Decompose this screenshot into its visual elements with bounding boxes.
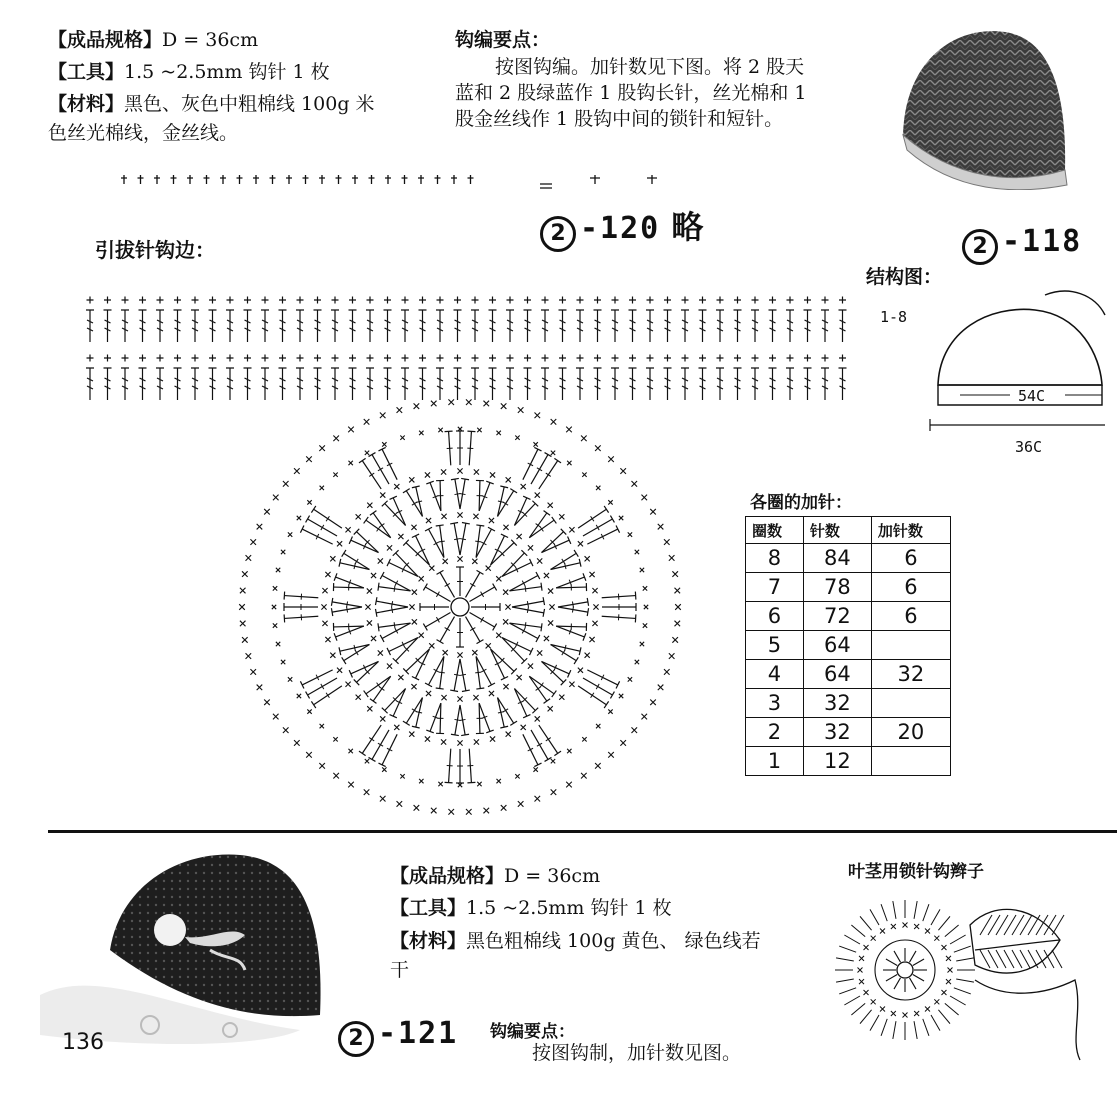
- increase-table: [745, 516, 951, 776]
- circled-number-120: 2: [540, 216, 576, 252]
- bottom-materials: [390, 928, 761, 955]
- section-code-120: [540, 202, 703, 252]
- top-spec-value: D = 36cm: [162, 29, 259, 51]
- bottom-notes-line: 按图钩制，加针数见图。: [532, 1042, 742, 1064]
- cell-stitches: 78: [803, 573, 871, 602]
- top-tools: [48, 59, 330, 86]
- top-materials-line2: 色丝光棉线，金丝线。: [48, 122, 239, 144]
- partial-stitch-row: [120, 172, 670, 194]
- cell-round: 4: [746, 660, 804, 689]
- top-materials: [48, 91, 408, 118]
- header-round: 圈数: [746, 517, 804, 544]
- section-code-118: [962, 224, 1082, 265]
- top-materials-label: 【材料】: [48, 93, 125, 115]
- top-notes-line-3: 股金丝线作 1 股钩中间的锁针和短针。: [455, 108, 784, 130]
- top-tools-value: 1.5 ~2.5mm 钩针 1 枚: [124, 61, 330, 83]
- top-tools-label: 【工具】: [48, 61, 125, 83]
- structure-dim-54: 54C: [1018, 387, 1046, 405]
- cell-stitches: 84: [803, 544, 871, 573]
- increase-table-title: 各圈的加针：: [750, 493, 852, 513]
- cell-round: 3: [746, 689, 804, 718]
- cell-round: 8: [746, 544, 804, 573]
- bottom-materials-line2: 干: [390, 959, 410, 981]
- cell-stitches: 32: [803, 718, 871, 747]
- flower-leaf-chart: [825, 880, 1087, 1065]
- cell-increases: 6: [871, 544, 950, 573]
- cell-stitches: 12: [803, 747, 871, 776]
- table-row: [746, 631, 951, 660]
- code-121-text: -121: [378, 1016, 459, 1051]
- cell-stitches: 64: [803, 660, 871, 689]
- cell-stitches: 72: [803, 602, 871, 631]
- cell-stitches: 32: [803, 689, 871, 718]
- cell-round: 2: [746, 718, 804, 747]
- cell-increases: 6: [871, 602, 950, 631]
- table-row: [746, 718, 951, 747]
- page-number: 136: [62, 1030, 104, 1055]
- cell-round: 6: [746, 602, 804, 631]
- table-row: [746, 573, 951, 602]
- cell-increases: [871, 689, 950, 718]
- top-spec-label: 【成品规格】: [48, 29, 163, 51]
- top-notes-title: 钩编要点：: [455, 29, 551, 51]
- top-spec: [48, 27, 258, 54]
- cell-round: 5: [746, 631, 804, 660]
- bottom-materials-line1: 黑色粗棉线 100g 黄色、 绿色线若: [466, 930, 761, 952]
- bottom-tools-value: 1.5 ~2.5mm 钩针 1 枚: [466, 897, 672, 919]
- flower-title: 叶茎用锁针钩辫子: [848, 862, 984, 882]
- hat-photo-121: [40, 845, 340, 1060]
- bottom-spec-value: D = 36cm: [504, 865, 601, 887]
- header-stitches: 针数: [803, 517, 871, 544]
- structure-diagram: [920, 285, 1110, 460]
- code-120-text: -120: [580, 211, 661, 246]
- bottom-spec-label: 【成品规格】: [390, 865, 505, 887]
- bottom-notes-title: 钩编要点：: [490, 1022, 575, 1042]
- structure-rows-label: 1-8: [880, 308, 908, 326]
- top-materials-line1: 黑色、灰色中粗棉线 100g 米: [124, 93, 375, 115]
- cell-increases: 20: [871, 718, 950, 747]
- edging-stitch-chart: [85, 290, 855, 400]
- section-divider: [48, 830, 1117, 833]
- cell-increases: 32: [871, 660, 950, 689]
- edge-title: 引拔针钩边：: [95, 238, 215, 262]
- cell-round: 1: [746, 747, 804, 776]
- circled-number-118: 2: [962, 229, 998, 265]
- header-increases: 加针数: [871, 517, 950, 544]
- hat-photo-118: [895, 20, 1070, 190]
- cell-stitches: 64: [803, 631, 871, 660]
- structure-title: 结构图：: [866, 266, 943, 288]
- table-row: [746, 544, 951, 573]
- structure-dim-36: 36C: [1015, 438, 1043, 456]
- circled-number-121: 2: [338, 1021, 374, 1057]
- section-code-121: [338, 1016, 458, 1057]
- cell-round: 7: [746, 573, 804, 602]
- top-notes-line-2: 蓝和 2 股绿蓝作 1 股钩长针，丝光棉和 1: [455, 82, 807, 104]
- table-row: [746, 660, 951, 689]
- bottom-tools: [390, 895, 672, 922]
- increase-table-header: [746, 517, 951, 544]
- table-row: [746, 747, 951, 776]
- top-notes-line-1: 按图钩编。加针数见下图。将 2 股天: [495, 56, 805, 78]
- cell-increases: [871, 747, 950, 776]
- bottom-tools-label: 【工具】: [390, 897, 467, 919]
- table-row: [746, 689, 951, 718]
- bottom-spec: [390, 863, 600, 890]
- cell-increases: [871, 631, 950, 660]
- cell-increases: 6: [871, 573, 950, 602]
- code-120-note: 略: [671, 208, 704, 246]
- table-row: [746, 602, 951, 631]
- crown-stitch-chart: [228, 395, 693, 835]
- code-118-text: -118: [1002, 224, 1083, 259]
- bottom-materials-label: 【材料】: [390, 930, 467, 952]
